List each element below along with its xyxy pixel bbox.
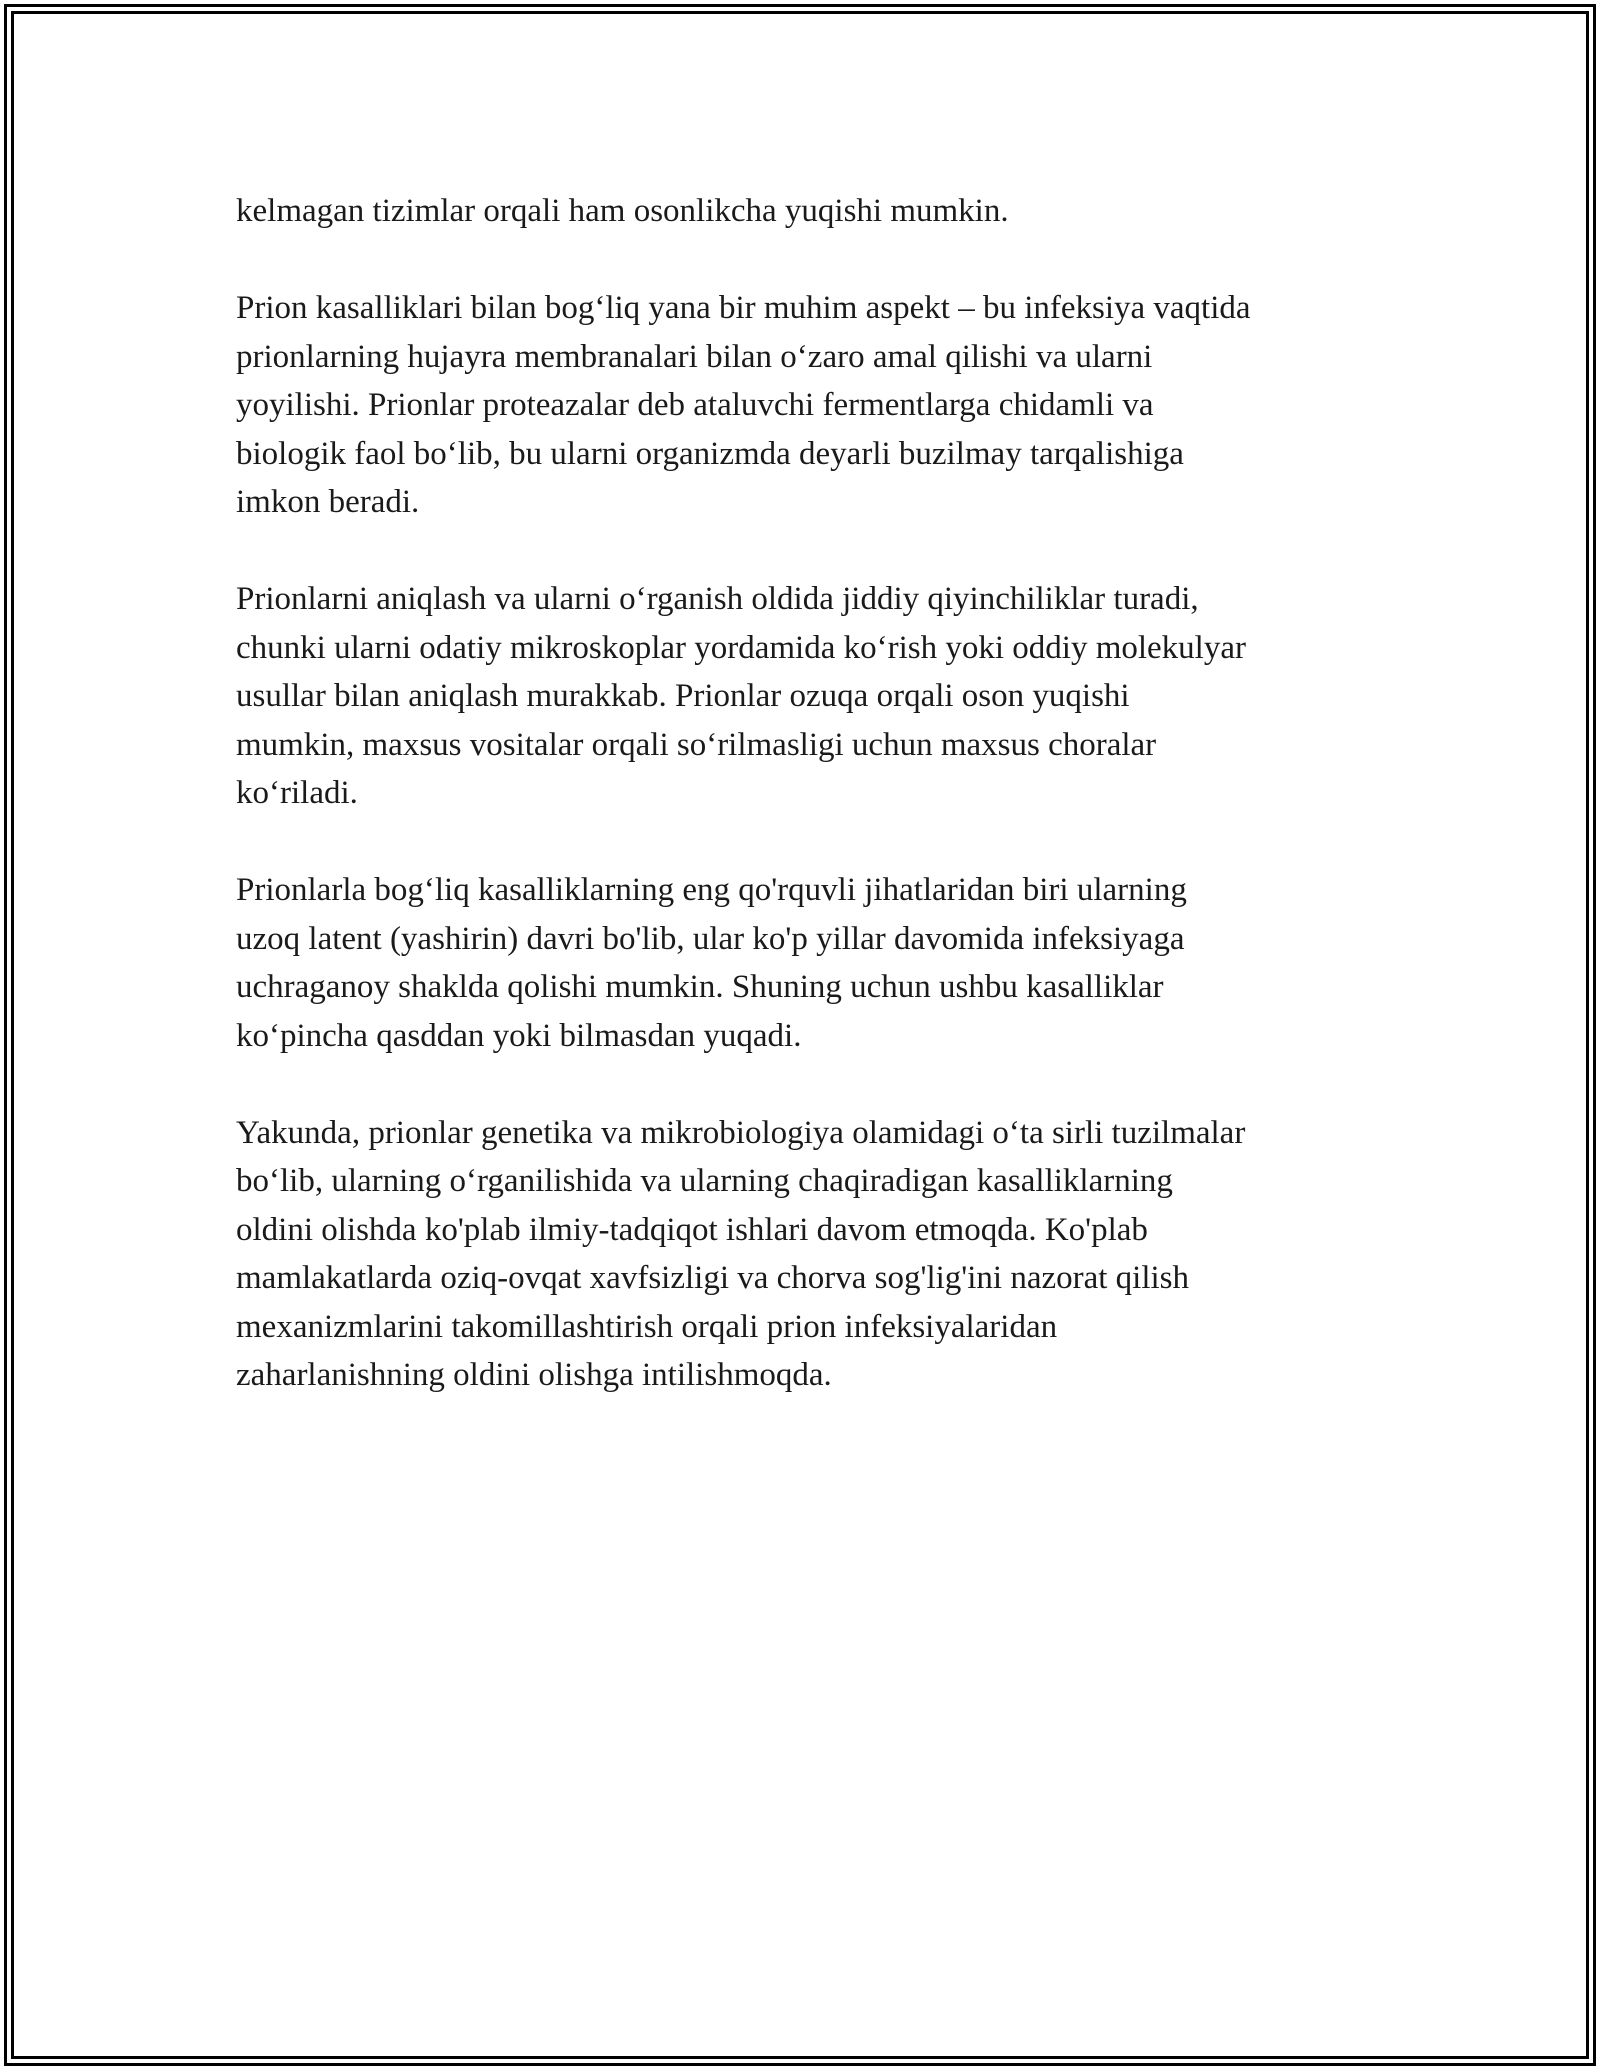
paragraph-1: kelmagan tizimlar orqali ham osonlikcha yuqishi mumkin.	[236, 193, 1009, 229]
page-body	[236, 187, 1376, 1448]
paragraph-4: Prionlarla bog‘liq kasalliklarning eng qo'rquvli jihatlaridan biri ularning uzoq latent (yashirin) davri bo'lib, ular ko'p yillar davomida infeksiyaga uchraganoy shaklda qolishi mumkin. Shuning uchun ushbu kasalliklar ko‘pincha qasddan yoki bilmasdan yuqadi.	[236, 872, 1187, 1054]
paragraph-5: Yakunda, prionlar genetika va mikrobiologiya olamidagi o‘ta sirli tuzilmalar bo‘lib, ularning o‘rganilishida va ularning chaqiradigan kasalliklarning oldini olishda ko'plab ilmiy-tadqiqot ishlari davom etmoqda. Ko'plab mamlakatlarda oziq-ovqat xavfsizligi va chorva sog'lig'ini nazorat qilish mexanizmlarini takomillashtirish orqali prion infeksiyalaridan zaharlanishning oldini olishga intilishmoqda.	[236, 1114, 1246, 1393]
paragraph-3: Prionlarni aniqlash va ularni o‘rganish oldida jiddiy qiyinchiliklar turadi, chunki ularni odatiy mikroskoplar yordamida ko‘rish yoki oddiy molekulyar usullar bilan aniqlash murakkab. Prionlar ozuqa orqali oson yuqishi mumkin, maxsus vositalar orqali so‘rilmasligi uchun maxsus choralar ko‘riladi.	[236, 581, 1246, 811]
paragraph-2: Prion kasalliklari bilan bog‘liq yana bir muhim aspekt – bu infeksiya vaqtida prionlarning hujayra membranalari bilan o‘zaro amal qilishi va ularni yoyilishi. Prionlar proteazalar deb ataluvchi fermentlarga chidamli va biologik faol bo‘lib, bu ularni organizmda deyarli buzilmay tarqalishiga imkon beradi.	[236, 290, 1251, 520]
